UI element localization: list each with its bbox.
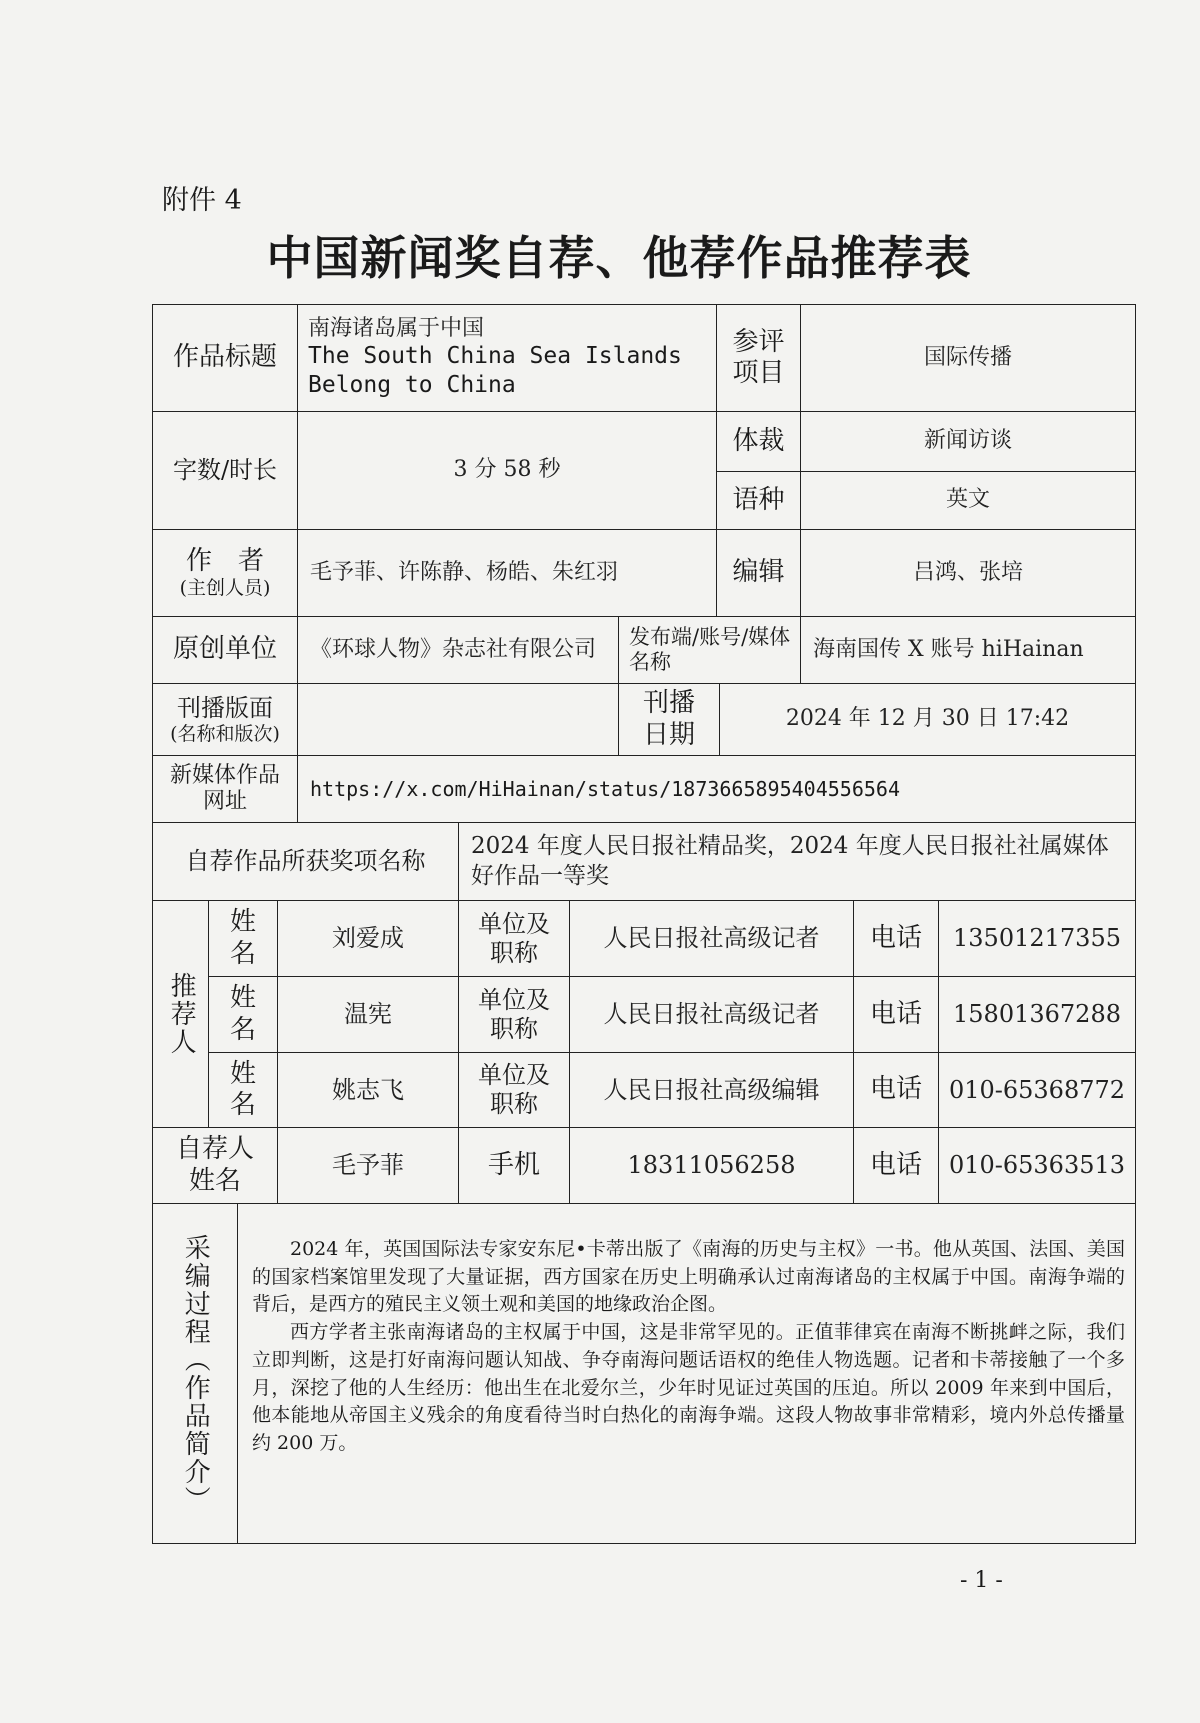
recommender-3-phone: 010-65368772 xyxy=(938,1052,1136,1128)
language-value: 英文 xyxy=(800,471,1136,530)
editor-label: 编辑 xyxy=(716,529,801,617)
self-mobile: 18311056258 xyxy=(569,1127,854,1204)
recommender-2-phone-label: 电话 xyxy=(853,976,939,1053)
recommender-2-unit: 人民日报社高级记者 xyxy=(569,976,854,1053)
url-label: 新媒体作品网址 xyxy=(152,755,298,823)
page-label: 刊播版面 xyxy=(177,693,273,722)
org-label: 原创单位 xyxy=(152,616,298,684)
mobile-label: 手机 xyxy=(458,1127,570,1204)
recommender-3-phone-label: 电话 xyxy=(853,1052,939,1128)
length-value: 3 分 58 秒 xyxy=(297,411,717,530)
awards-label: 自荐作品所获奖项名称 xyxy=(152,822,459,901)
recommender-3-name-label: 姓名 xyxy=(208,1052,278,1128)
category-value: 国际传播 xyxy=(800,304,1136,412)
form-title: 中国新闻奖自荐、他荐作品推荐表 xyxy=(266,231,972,285)
date-label: 刊播日期 xyxy=(618,683,720,756)
date-value: 2024 年 12 月 30 日 17:42 xyxy=(719,683,1136,756)
page-value xyxy=(297,683,619,756)
self-recommender-name: 毛予菲 xyxy=(277,1127,459,1204)
page-number: - 1 - xyxy=(960,1568,1003,1593)
author-label: 作 者 xyxy=(185,546,264,576)
page-label-cell xyxy=(152,683,298,756)
recommender-2-phone: 15801367288 xyxy=(938,976,1136,1053)
awards-value: 2024 年度人民日报社精品奖，2024 年度人民日报社社属媒体好作品一等奖 xyxy=(458,822,1136,901)
genre-label: 体裁 xyxy=(716,411,801,472)
recommender-1-unit: 人民日报社高级记者 xyxy=(569,900,854,977)
recommender-2-name-label: 姓名 xyxy=(208,976,278,1053)
author-sublabel: (主创人员) xyxy=(179,577,271,600)
attachment-label: 附件 4 xyxy=(162,185,242,216)
work-title-label: 作品标题 xyxy=(152,304,298,412)
recommender-2-name: 温宪 xyxy=(277,976,459,1053)
recommender-3-unit-label: 单位及职称 xyxy=(458,1052,570,1128)
work-title-cell xyxy=(297,304,717,412)
recommender-1-phone-label: 电话 xyxy=(853,900,939,977)
recommender-3-name: 姚志飞 xyxy=(277,1052,459,1128)
recommender-1-unit-label: 单位及职称 xyxy=(458,900,570,977)
editor-value: 吕鸿、张培 xyxy=(800,529,1136,617)
recommendation-form xyxy=(152,304,1136,1544)
recommender-2-unit-label: 单位及职称 xyxy=(458,976,570,1053)
work-title-en: The South China Sea Islands Belong to China xyxy=(308,343,682,399)
author-value: 毛予菲、许陈静、杨皓、朱红羽 xyxy=(297,529,717,617)
self-phone-label: 电话 xyxy=(853,1127,939,1204)
platform-label: 发布端/账号/媒体名称 xyxy=(618,616,801,684)
category-label: 参评项目 xyxy=(716,304,801,412)
length-label: 字数/时长 xyxy=(152,411,298,530)
process-content xyxy=(237,1203,1136,1544)
self-recommender-label: 自荐人姓名 xyxy=(152,1127,278,1204)
recommenders-label: 推荐人 xyxy=(152,900,209,1128)
page-sublabel: (名称和版次) xyxy=(170,722,280,745)
author-label-cell xyxy=(152,529,298,617)
self-phone: 010-65363513 xyxy=(938,1127,1136,1204)
process-paragraph-2: 西方学者主张南海诸岛的主权属于中国，这是非常罕见的。正值菲律宾在南海不断挑衅之际，我们立即判断，这是打好南海问题认知战、争夺南海问题话语权的绝佳人物选题。记者和卡蒂接触了一个多月，深挖了他的人生经历：他出生在北爱尔兰，少年时见证过英国的压迫。所以 2009 年来到中国后，他本能地从帝国主义残余的角度看待当时白热化的南海争端。这段人物故事非常精彩，境内外总传播量约 200 万。 xyxy=(252,1321,1125,1455)
language-label: 语种 xyxy=(716,471,801,530)
recommender-1-phone: 13501217355 xyxy=(938,900,1136,977)
url-value: https://x.com/HiHainan/status/1873665895404556564 xyxy=(297,755,1136,823)
org-value: 《环球人物》杂志社有限公司 xyxy=(297,616,619,684)
genre-value: 新闻访谈 xyxy=(800,411,1136,472)
recommender-1-name: 刘爱成 xyxy=(277,900,459,977)
process-label: 采编过程（作品简介） xyxy=(152,1203,238,1544)
platform-value: 海南国传 X 账号 hiHainan xyxy=(800,616,1136,684)
work-title-cn: 南海诸岛属于中国 xyxy=(308,316,485,342)
recommender-1-name-label: 姓名 xyxy=(208,900,278,977)
process-paragraph-1: 2024 年，英国国际法专家安东尼•卡蒂出版了《南海的历史与主权》一书。他从英国、法国、美国的国家档案馆里发现了大量证据，西方国家在历史上明确承认过南海诸岛的主权属于中国。南海争端的背后，是西方的殖民主义领土观和美国的地缘政治企图。 xyxy=(252,1238,1125,1316)
recommender-3-unit: 人民日报社高级编辑 xyxy=(569,1052,854,1128)
